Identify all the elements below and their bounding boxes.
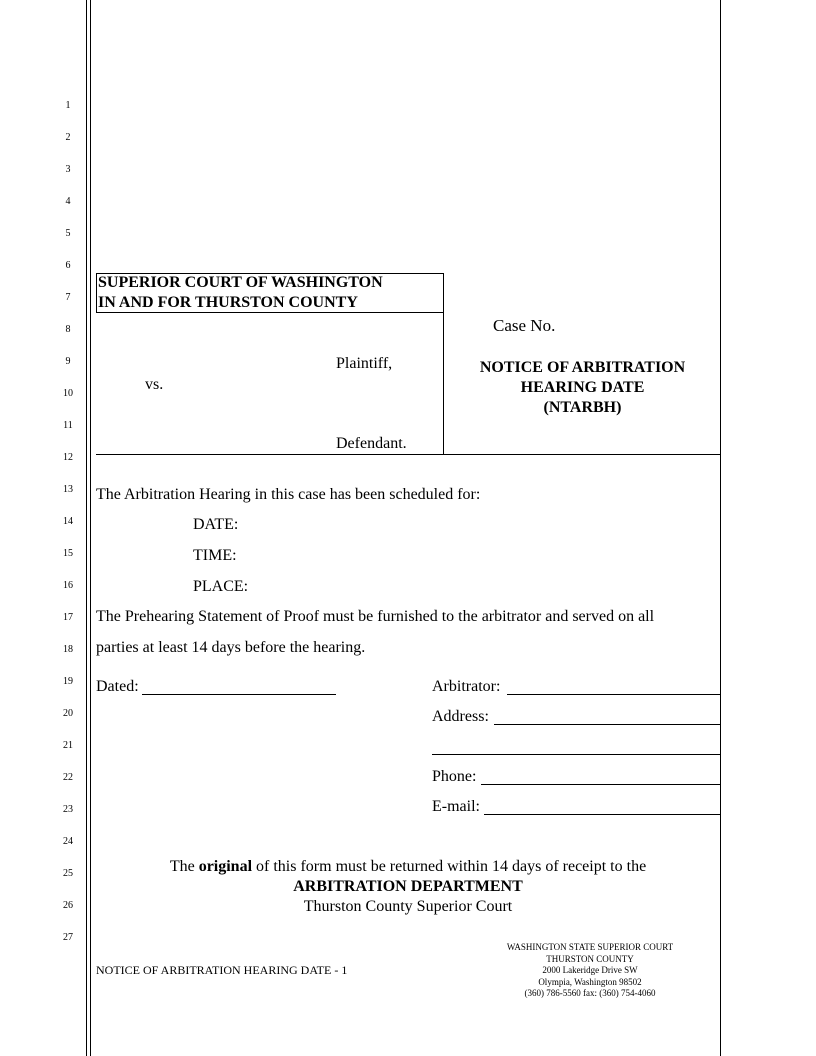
footer-court-address xyxy=(470,942,710,1000)
line-number: 26 xyxy=(63,900,73,911)
return-department: ARBITRATION DEPARTMENT xyxy=(293,878,523,895)
title-line1: NOTICE OF ARBITRATION xyxy=(479,359,686,376)
line-number: 8 xyxy=(65,324,71,335)
return-notice-line1: The original of this form must be returned within 14 days of receipt to the xyxy=(169,858,647,875)
arbitrator-line[interactable] xyxy=(507,694,720,695)
email-line[interactable] xyxy=(484,814,720,815)
plaintiff-label: Plaintiff, xyxy=(336,355,393,372)
dated-line[interactable] xyxy=(142,694,336,695)
footer-document-name: NOTICE OF ARBITRATION HEARING DATE - 1 xyxy=(96,963,348,977)
line-number: 22 xyxy=(63,772,73,783)
return-notice xyxy=(96,857,720,917)
case-no-label: Case No. xyxy=(493,316,556,335)
title-line2: HEARING DATE xyxy=(520,379,645,396)
caption-bottom-rule xyxy=(96,454,720,455)
line-number: 9 xyxy=(65,356,71,367)
statement-line2: parties at least 14 days before the hearing. xyxy=(96,639,366,656)
margin-line-left-inner xyxy=(90,0,91,1056)
line-number: 3 xyxy=(65,164,71,175)
margin-line-right xyxy=(720,0,721,1056)
document-title xyxy=(445,358,720,418)
line-number: 7 xyxy=(65,292,71,303)
line-number: 11 xyxy=(63,420,73,431)
line-number: 17 xyxy=(63,612,73,623)
margin-line-left-outer xyxy=(86,0,87,1056)
caption-divider xyxy=(443,313,444,454)
address-label: Address: xyxy=(432,708,489,725)
return-court: Thurston County Superior Court xyxy=(303,898,513,915)
court-name-box xyxy=(96,273,444,313)
line-number: 23 xyxy=(63,804,73,815)
line-number: 14 xyxy=(63,516,73,527)
dated-label: Dated: xyxy=(96,678,139,695)
footer-phones: (360) 786-5560 fax: (360) 754-4060 xyxy=(524,988,656,998)
hearing-intro: The Arbitration Hearing in this case has been scheduled for: xyxy=(96,486,481,503)
line-number: 24 xyxy=(63,836,73,847)
line-number: 1 xyxy=(65,100,71,111)
time-label: TIME: xyxy=(193,547,237,564)
phone-line[interactable] xyxy=(481,784,720,785)
line-number: 2 xyxy=(65,132,71,143)
line-number: 16 xyxy=(63,580,73,591)
court-name-line1: SUPERIOR COURT OF WASHINGTON xyxy=(98,274,383,291)
address-line[interactable] xyxy=(494,724,720,725)
line-number: 10 xyxy=(63,388,73,399)
line-number: 6 xyxy=(65,260,71,271)
line-number: 4 xyxy=(65,196,71,207)
line-number: 15 xyxy=(63,548,73,559)
line-number: 5 xyxy=(65,228,71,239)
arbitrator-label: Arbitrator: xyxy=(432,678,501,695)
vs-label: vs. xyxy=(145,376,164,393)
line-number: 21 xyxy=(63,740,73,751)
line-number: 19 xyxy=(63,676,73,687)
defendant-label: Defendant. xyxy=(336,435,407,452)
line-number: 20 xyxy=(63,708,73,719)
email-label: E-mail: xyxy=(432,798,480,815)
line-number: 13 xyxy=(63,484,73,495)
title-line3: (NTARBH) xyxy=(543,399,622,416)
line-number: 18 xyxy=(63,644,73,655)
footer-street: 2000 Lakeridge Drive SW xyxy=(542,965,638,975)
footer-city: Olympia, Washington 98502 xyxy=(538,976,642,987)
footer-court-line2: THURSTON COUNTY xyxy=(546,953,634,964)
line-number: 25 xyxy=(63,868,73,879)
line-number: 12 xyxy=(63,452,73,463)
line-number: 27 xyxy=(63,932,73,943)
date-label: DATE: xyxy=(193,516,239,533)
statement-line1: The Prehearing Statement of Proof must be furnished to the arbitrator and served on all xyxy=(96,608,655,625)
court-name-line2: IN AND FOR THURSTON COUNTY xyxy=(98,294,358,311)
address-line-2[interactable] xyxy=(432,754,720,755)
place-label: PLACE: xyxy=(193,578,249,595)
footer-court-line1: WASHINGTON STATE SUPERIOR COURT xyxy=(506,942,674,952)
phone-label: Phone: xyxy=(432,768,477,785)
